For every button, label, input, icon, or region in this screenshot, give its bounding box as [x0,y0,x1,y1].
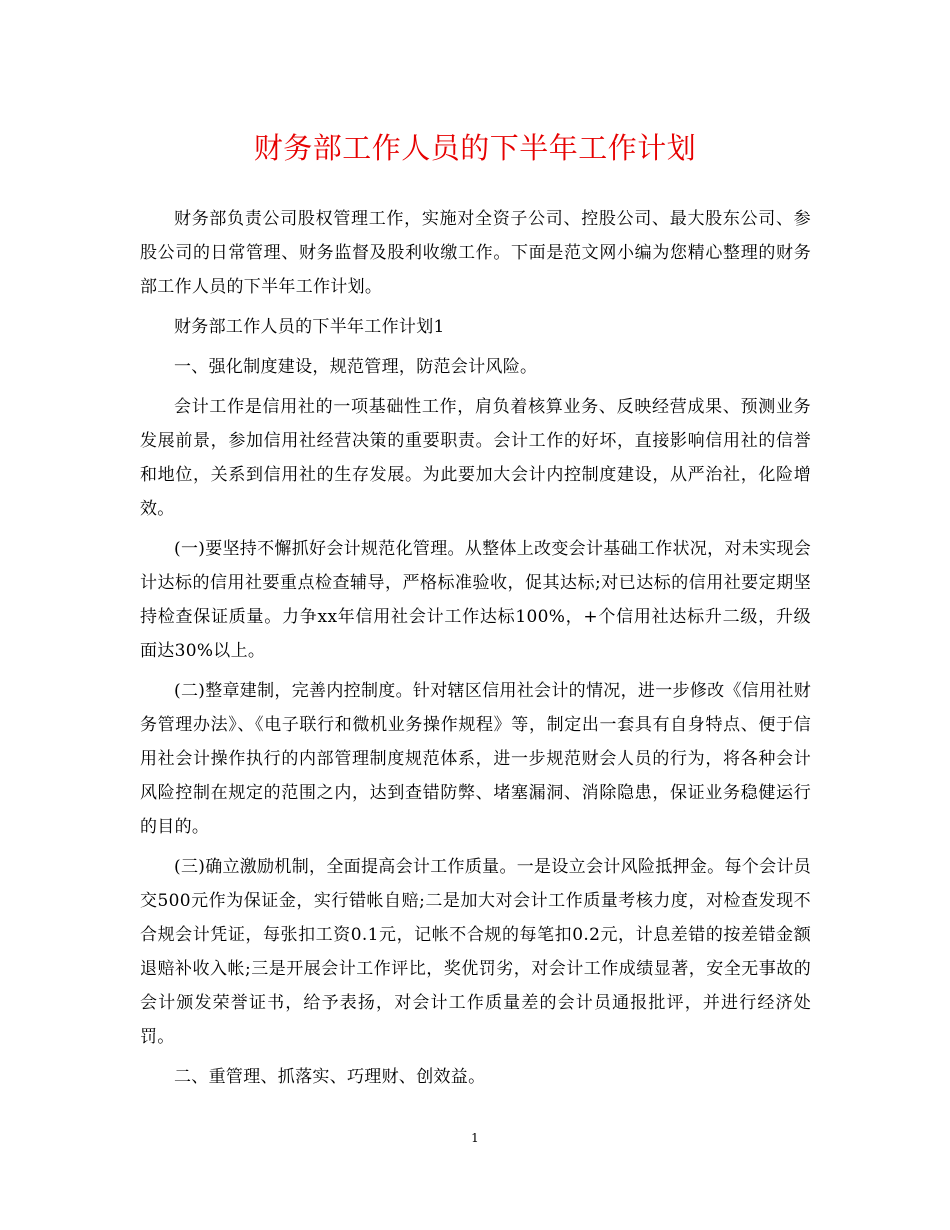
paragraph-item-two: (二)整章建制，完善内控制度。针对辖区信用社会计的情况，进一步修改《信用社财务管理办法》、《电子联行和微机业务操作规程》等，制定出一套具有自身特点、便于信用社会计操作执行的内部管理制度规范体系，进一步规范财会人员的行为，将各种会计风险控制在规定的范围之内，达到查错防弊、堵塞漏洞、消除隐患，保证业务稳健运行的目的。 [140,681,811,837]
paragraph-section-two-heading: 二、重管理、抓落实、巧理财、创效益。 [174,1067,486,1087]
page-number: 1 [471,1131,479,1145]
paragraph-plan-heading: 财务部工作人员的下半年工作计划1 [174,317,445,337]
paragraph-item-one: (一)要坚持不懈抓好会计规范化管理。从整体上改变会计基础工作状况，对未实现会计达标的信用社要重点检查辅导，严格标准验收，促其达标;对已达标的信用社要定期坚持检查保证质量。力争xx年信用社会计工作达标100%，+个信用社达标升二级，升级面达30%以上。 [140,539,811,661]
paragraph-intro: 财务部负责公司股权管理工作，实施对全资子公司、控股公司、最大股东公司、参股公司的日常管理、财务监督及股利收缴工作。下面是范文网小编为您精心整理的财务部工作人员的下半年工作计划。 [140,209,811,297]
paragraph-accounting-importance: 会计工作是信用社的一项基础性工作，肩负着核算业务、反映经营成果、预测业务发展前景，参加信用社经营决策的重要职责。会计工作的好坏，直接影响信用社的信誉和地位，关系到信用社的生存发展。为此要加大会计内控制度建设，从严治社，化险增效。 [140,397,811,519]
document-title: 财务部工作人员的下半年工作计划 [253,131,697,165]
paragraph-item-three: (三)确立激励机制，全面提高会计工作质量。一是设立会计风险抵押金。每个会计员交500元作为保证金，实行错帐自赔;二是加大对会计工作质量考核力度，对检查发现不合规会计凭证，每张扣工资0.1元，记帐不合规的每笔扣0.2元，计息差错的按差错金额退赔补收入帐;三是开展会计工作评比，奖优罚劣，对会计工作成绩显著，安全无事故的会计颁发荣誉证书，给予表扬，对会计工作质量差的会计员通报批评，并进行经济处罚。 [140,857,811,1047]
document-body [140,202,811,1100]
paragraph-section-one-heading: 一、强化制度建设，规范管理，防范会计风险。 [174,357,538,377]
